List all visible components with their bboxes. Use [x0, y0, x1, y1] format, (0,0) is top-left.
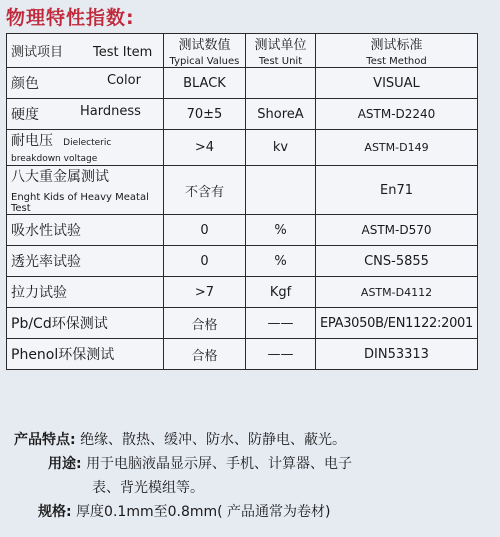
table-row: 耐电压 Dielecteric breakdown voltage >4 kv ASTM-D149	[7, 130, 478, 166]
table-row: 八大重金属测试 Enght Kids of Heavy Meatal Test 不含有 En71	[7, 166, 478, 215]
table-row: Phenol环保测试 合格 —— DIN53313	[7, 339, 478, 370]
spec-table	[6, 33, 478, 370]
header-test-method: 测试标准 Test Method	[316, 34, 478, 68]
table-row: Pb/Cd环保测试 合格 —— EPA3050B/EN1122:2001	[7, 308, 478, 339]
table-row: 颜色 Color BLACK VISUAL	[7, 68, 478, 99]
table-row: 硬度 Hardness 70±5 ShoreA ASTM-D2240	[7, 99, 478, 130]
header-test-unit: 测试单位 Test Unit	[246, 34, 316, 68]
product-notes	[14, 428, 352, 524]
usage-line-2: 表、背光模组等。	[92, 480, 204, 496]
usage-line: 用途: 用于电脑液晶显示屏、手机、计算器、电子	[48, 456, 353, 472]
table-row: 拉力试验 >7 Kgf ASTM-D4112	[7, 277, 478, 308]
header-test-item: 测试项目 Test Item	[7, 34, 164, 68]
table-header-row	[7, 34, 478, 68]
page-title: 物理特性指数:	[6, 7, 135, 29]
table-row: 透光率试验 0 % CNS-5855	[7, 246, 478, 277]
table-row: 吸水性试验 0 % ASTM-D570	[7, 215, 478, 246]
header-typical-values: 测试数值 Typical Values	[163, 34, 245, 68]
features-line: 产品特点: 绝缘、散热、缓冲、防水、防静电、蔽光。	[14, 432, 347, 448]
spec-line: 规格: 厚度0.1mm至0.8mm( 产品通常为卷材)	[38, 504, 331, 520]
